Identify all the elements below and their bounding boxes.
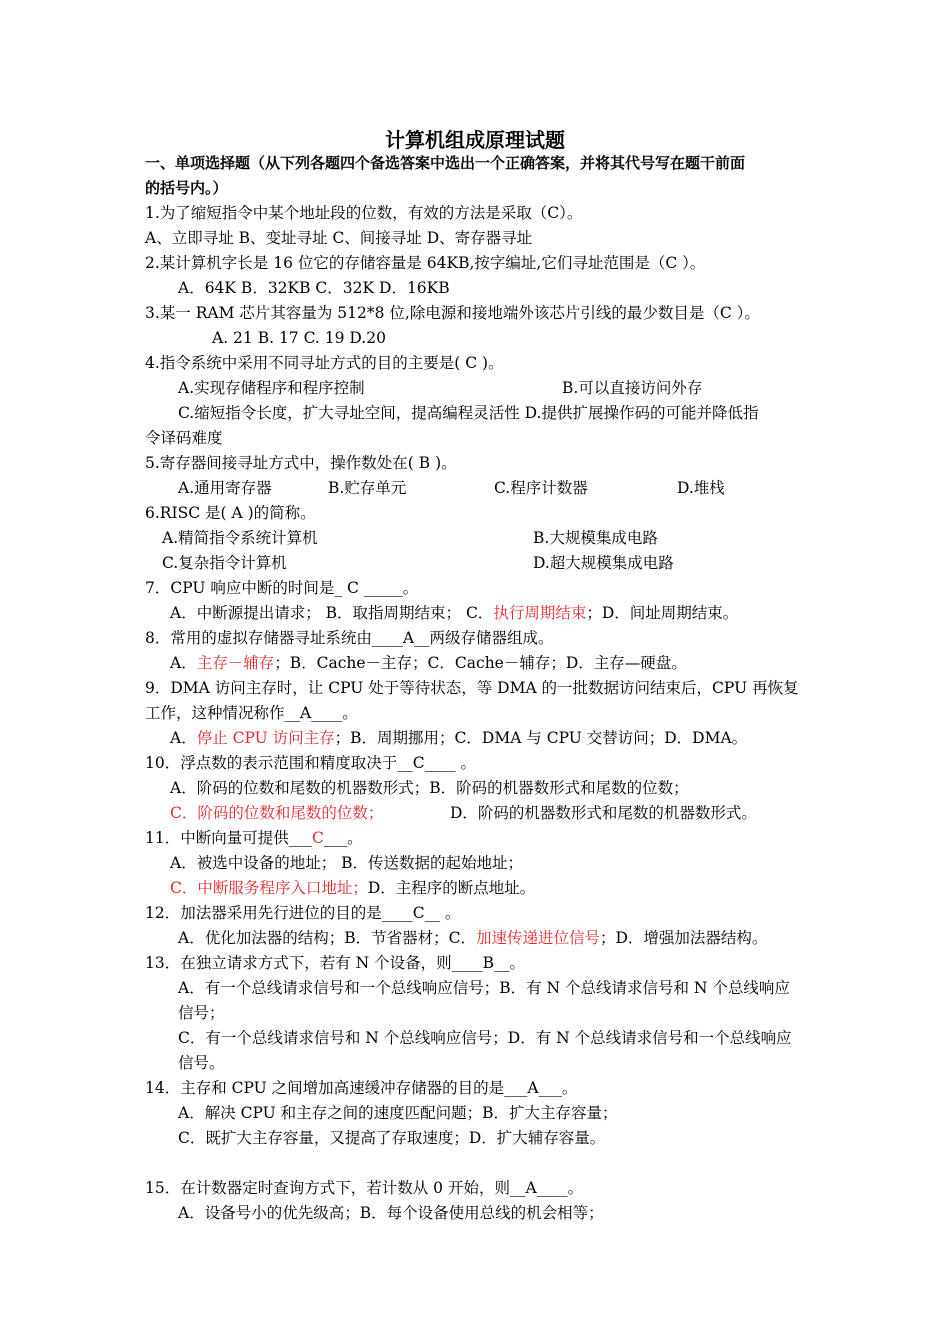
page-title: 计算机组成原理试题 xyxy=(385,128,565,152)
q8-stem: 8．常用的虚拟存储器寻址系统由____A__两级存储器组成。 xyxy=(145,629,554,647)
q9-answer-highlight: 停止 CPU 访问主存 xyxy=(196,729,335,747)
q1-stem: 1.为了缩短指令中某个地址段的位数，有效的方法是采取（C）。 xyxy=(145,204,583,222)
q11-stem-pre: 11．中断向量可提供___ xyxy=(145,829,312,847)
section-heading-line1: 一、单项选择题（从下列各题四个备选答案中选出一个正确答案，并将其代号写在题干前面 xyxy=(145,154,746,172)
section-heading-line2: 的括号内。） xyxy=(145,179,228,197)
q1-options: A、立即寻址 B、变址寻址 C、间接寻址 D、寄存器寻址 xyxy=(145,229,533,247)
q12-answer-highlight: 加速传递进位信号 xyxy=(475,929,600,947)
q4-option-d-cont: 令译码难度 xyxy=(145,429,223,447)
q11-option-d: D．主程序的断点地址。 xyxy=(367,879,536,897)
q6-stem: 6.RISC 是( A )的简称。 xyxy=(145,504,316,522)
q14-stem: 14．主存和 CPU 之间增加高速缓冲存储器的目的是___A___。 xyxy=(145,1079,578,1097)
q8-options xyxy=(170,653,687,673)
q6-option-c: C.复杂指令计算机 xyxy=(162,554,287,572)
q7-options xyxy=(170,603,738,623)
q7-stem: 7．CPU 响应中断的时间是_ C _____。 xyxy=(145,579,419,597)
q11-stem-post: ___。 xyxy=(323,829,363,847)
q12-stem: 12．加法器采用先行进位的目的是____C__ 。 xyxy=(145,904,461,922)
q14-options-cd: C．既扩大主存容量，又提高了存取速度；D．扩大辅存容量。 xyxy=(178,1129,606,1147)
q4-stem: 4.指令系统中采用不同寻址方式的目的主要是( C )。 xyxy=(145,354,504,372)
q13-options-cd-line2: 信号。 xyxy=(178,1054,225,1072)
q11-options-cd xyxy=(170,878,535,898)
q11-options-ab: A．被选中设备的地址； B．传送数据的起始地址； xyxy=(170,854,524,872)
q10-options-ab: A．阶码的位数和尾数的机器数形式；B．阶码的机器数形式和尾数的位数； xyxy=(170,779,689,797)
q4-option-cd: C.缩短指令长度，扩大寻址空间，提高编程灵活性 D.提供扩展操作码的可能并降低指 xyxy=(178,404,759,422)
q12-options-post: ；D．增强加法器结构。 xyxy=(599,929,768,947)
q4-option-a: A.实现存储程序和程序控制 xyxy=(178,379,365,397)
q5-option-b: B.贮存单元 xyxy=(328,479,407,497)
q7-options-pre: A．中断源提出请求； B．取指周期结束； C． xyxy=(170,604,494,622)
q7-options-post: ；D．间址周期结束。 xyxy=(586,604,739,622)
q3-stem: 3.某一 RAM 芯片其容量为 512*8 位,除电源和接地端外该芯片引线的最少数目是（C ）。 xyxy=(145,304,760,322)
q8-options-post: ；B．Cache－主存；C．Cache－辅存；D．主存—硬盘。 xyxy=(274,654,687,672)
q15-options-ab: A．设备号小的优先级高；B．每个设备使用总线的机会相等； xyxy=(178,1204,604,1222)
q6-option-a: A.精简指令系统计算机 xyxy=(162,529,318,547)
q9-stem-line1: 9．DMA 访问主存时，让 CPU 处于等待状态，等 DMA 的一批数据访问结束后，CPU 再恢复 xyxy=(145,679,799,697)
q4-option-b: B.可以直接访问外存 xyxy=(562,379,703,397)
q6-option-b: B.大规模集成电路 xyxy=(533,529,658,547)
q11-stem-answer: C xyxy=(311,829,324,847)
q5-option-a: A.通用寄存器 xyxy=(178,479,272,497)
q13-stem: 13．在独立请求方式下，若有 N 个设备，则____B__。 xyxy=(145,954,526,972)
q11-stem xyxy=(145,828,363,848)
q10-option-d: D．阶码的机器数形式和尾数的机器数形式。 xyxy=(450,804,757,822)
q2-stem: 2.某计算机字长是 16 位它的存储容量是 64KB,按字编址,它们寻址范围是（C ）。 xyxy=(145,254,706,272)
q10-stem: 10．浮点数的表示范围和精度取决于__C____ 。 xyxy=(145,754,477,772)
q8-answer-highlight: 主存－辅存 xyxy=(196,654,275,672)
q15-stem: 15．在计数器定时查询方式下，若计数从 0 开始，则__A____。 xyxy=(145,1179,584,1197)
q7-answer-highlight: 执行周期结束 xyxy=(493,604,587,622)
q13-options-cd-line1: C．有一个总线请求信号和 N 个总线响应信号；D．有 N 个总线请求信号和一个总线响应 xyxy=(178,1029,792,1047)
q6-option-d: D.超大规模集成电路 xyxy=(533,554,674,572)
q9-stem-line2: 工作，这种情况称作__A____。 xyxy=(145,704,358,722)
q9-options xyxy=(170,728,747,748)
q5-option-d: D.堆栈 xyxy=(677,479,725,497)
q12-options xyxy=(178,928,767,948)
q13-options-ab-line1: A．有一个总线请求信号和一个总线响应信号；B．有 N 个总线请求信号和 N 个总线响应 xyxy=(178,979,790,997)
q5-option-c: C.程序计数器 xyxy=(494,479,588,497)
q2-options: A．64K B．32KB C．32K D．16KB xyxy=(178,279,450,297)
q14-options-ab: A．解决 CPU 和主存之间的速度匹配问题；B．扩大主存容量； xyxy=(178,1104,618,1122)
q3-options: A. 21 B. 17 C. 19 D.20 xyxy=(212,329,386,347)
q12-options-pre: A．优化加法器的结构；B．节省器材；C． xyxy=(178,929,476,947)
q11-answer-highlight: C．中断服务程序入口地址； xyxy=(170,879,368,897)
q9-options-pre: A． xyxy=(170,729,197,747)
q9-options-post: ；B．周期挪用；C．DMA 与 CPU 交替访问；D．DMA。 xyxy=(334,729,748,747)
q8-options-pre: A． xyxy=(170,654,197,672)
q5-stem: 5.寄存器间接寻址方式中，操作数处在( B )。 xyxy=(145,454,457,472)
q13-options-ab-line2: 信号； xyxy=(178,1004,225,1022)
q10-answer-highlight: C．阶码的位数和尾数的位数； xyxy=(170,804,384,822)
